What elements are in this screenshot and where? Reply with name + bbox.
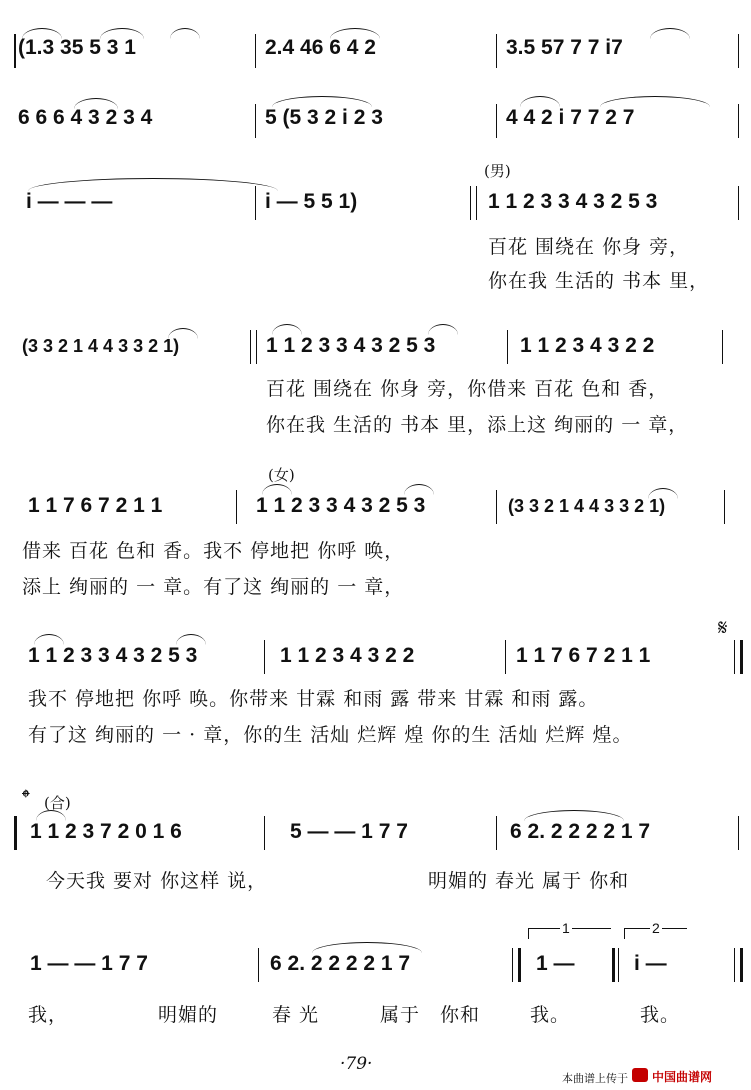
barline [14,34,16,68]
barline [470,186,471,220]
slur [272,96,372,107]
barline [264,816,265,850]
lyric-word: 我， [28,1004,69,1026]
slur [262,484,292,495]
source-note: 本曲谱上传于 [562,1073,628,1085]
slur [330,28,380,39]
lyric-line-2: 你在我 生活的 书本 里，添上这 绚丽的 一 章， [266,414,689,436]
measure-1: 6 6 6 4 3 2 3 4 [18,106,153,129]
barline [255,104,256,138]
part-label-male: (男) [484,162,511,180]
page-number: ·79· [340,1054,373,1074]
barline [496,34,497,68]
barline [734,640,735,674]
coda-icon: 𝄌 [22,786,30,811]
lyric-word: 你和 [440,1004,481,1026]
measure-3: (3 3 2 1 4 4 3 3 2 1) [508,496,666,516]
site-logo-text: 中国曲谱网 [652,1070,713,1084]
slur [272,324,302,335]
measure-1: 1 1 2 3 3 4 3 2 5 3 [28,644,198,667]
barline [738,816,739,850]
system-6 [0,616,751,760]
measure-2: 5 — — 1 7 7 [290,820,408,843]
slur [650,28,690,39]
slur [520,96,560,107]
barline [258,948,259,982]
barline [14,816,17,850]
measure-2: 1 1 2 3 4 3 2 2 [280,644,415,667]
lyric-line-1: 我不 停地把 你呼 唤。你带来 甘霖 和雨 露 带来 甘霖 和雨 露。 [28,688,599,710]
lyric-line-1: 百花 围绕在 你身 旁，你借来 百花 色和 香， [266,378,669,400]
lyric-word: 我。 [640,1004,681,1026]
measure-ending-2: i — [634,952,667,975]
barline [722,330,723,364]
lyric-line-2: 明媚的 春光 属于 你和 [428,870,630,892]
lyric-word: 明媚的 [158,1004,219,1026]
barline [250,330,251,364]
measure-1: i — — — [26,190,113,213]
barline [236,490,237,524]
measure-1: 1 1 7 6 7 2 1 1 [28,494,163,517]
barline [740,948,743,982]
measure-2: 1 1 2 3 3 4 3 2 5 3 [256,494,426,517]
barline [476,186,477,220]
measure-2: 6 2. 2 2 2 2 1 7 [270,952,411,975]
segno-icon: 𝄋 [718,616,728,641]
slur [22,28,62,39]
barline [738,104,739,138]
barline [496,816,497,850]
measure-1: 1 1 2 3 7 2 0 1 6 [30,820,182,843]
measure-3: 4 4 2 i 7 7 2 7 [506,106,635,129]
barline [264,640,265,674]
lyric-word: 春 光 [272,1004,320,1026]
barline [738,186,739,220]
measure-2: 1 1 2 3 3 4 3 2 5 3 [266,334,436,357]
measure-1: 1 — — 1 7 7 [30,952,148,975]
slur [524,810,624,821]
barline [740,640,743,674]
system-1 [0,20,751,80]
barline [518,948,521,982]
part-label-chorus: (合) [44,794,71,812]
barline [612,948,615,982]
barline [505,640,506,674]
measure-3: 1 1 7 6 7 2 1 1 [516,644,651,667]
barline [507,330,508,364]
barline [496,104,497,138]
barline [512,948,513,982]
barline [724,490,725,524]
measure-2: i — 5 5 1) [265,190,358,213]
barline [496,490,497,524]
lyric-line-1: 今天我 要对 你这样 说， [46,870,268,892]
lyric-word: 我。 [530,1004,571,1026]
slur [428,324,458,335]
volta-number-2: 2 [652,920,660,936]
system-4 [0,310,751,450]
slur [600,96,710,107]
lyric-word: 属于 [380,1004,421,1026]
system-7 [0,786,751,900]
lyric-line-2: 你在我 生活的 书本 里， [488,270,710,292]
system-5 [0,460,751,600]
measure-1: (3 3 2 1 4 4 3 3 2 1) [22,336,180,356]
lyric-line-1: 百花 围绕在 你身 旁， [488,236,690,258]
part-label-female: (女) [268,466,295,484]
barline [256,330,257,364]
measure-3: 3.5 57 7 7 i7 [506,36,623,59]
measure-2: 5 (5 3 2 i 2 3 [265,106,383,129]
barline [255,34,256,68]
slur [312,942,422,953]
barline [255,186,256,220]
volta-number-1: 1 [562,920,570,936]
measure-3: 1 1 2 3 3 4 3 2 5 3 [488,190,658,213]
barline [738,34,739,68]
lyric-line-2: 有了这 绚丽的 一 · 章，你的生 活灿 烂辉 煌 你的生 活灿 烂辉 煌。 [28,724,633,746]
measure-1: (1.3 35 5 3 1 [18,36,136,59]
slur [168,328,198,339]
system-8 [0,920,751,1030]
barline [618,948,619,982]
slur [34,634,64,645]
measure-2: 2.4 46 6 4 2 [265,36,376,59]
site-logo-icon [632,1068,648,1082]
slur [176,634,206,645]
slur [74,98,118,109]
measure-3: 1 1 2 3 4 3 2 2 [520,334,655,357]
system-3 [0,160,751,300]
measure-3: 6 2. 2 2 2 2 1 7 [510,820,651,843]
system-2 [0,90,751,150]
measure-ending-1: 1 — [536,952,575,975]
lyric-line-1: 借来 百花 色和 香。我不 停地把 你呼 唤， [22,540,405,562]
slur [648,488,678,499]
slur [100,28,144,39]
slur [170,28,200,39]
slur [404,484,434,495]
lyric-line-2: 添上 绚丽的 一 章。有了这 绚丽的 一 章， [22,576,405,598]
barline [734,948,735,982]
